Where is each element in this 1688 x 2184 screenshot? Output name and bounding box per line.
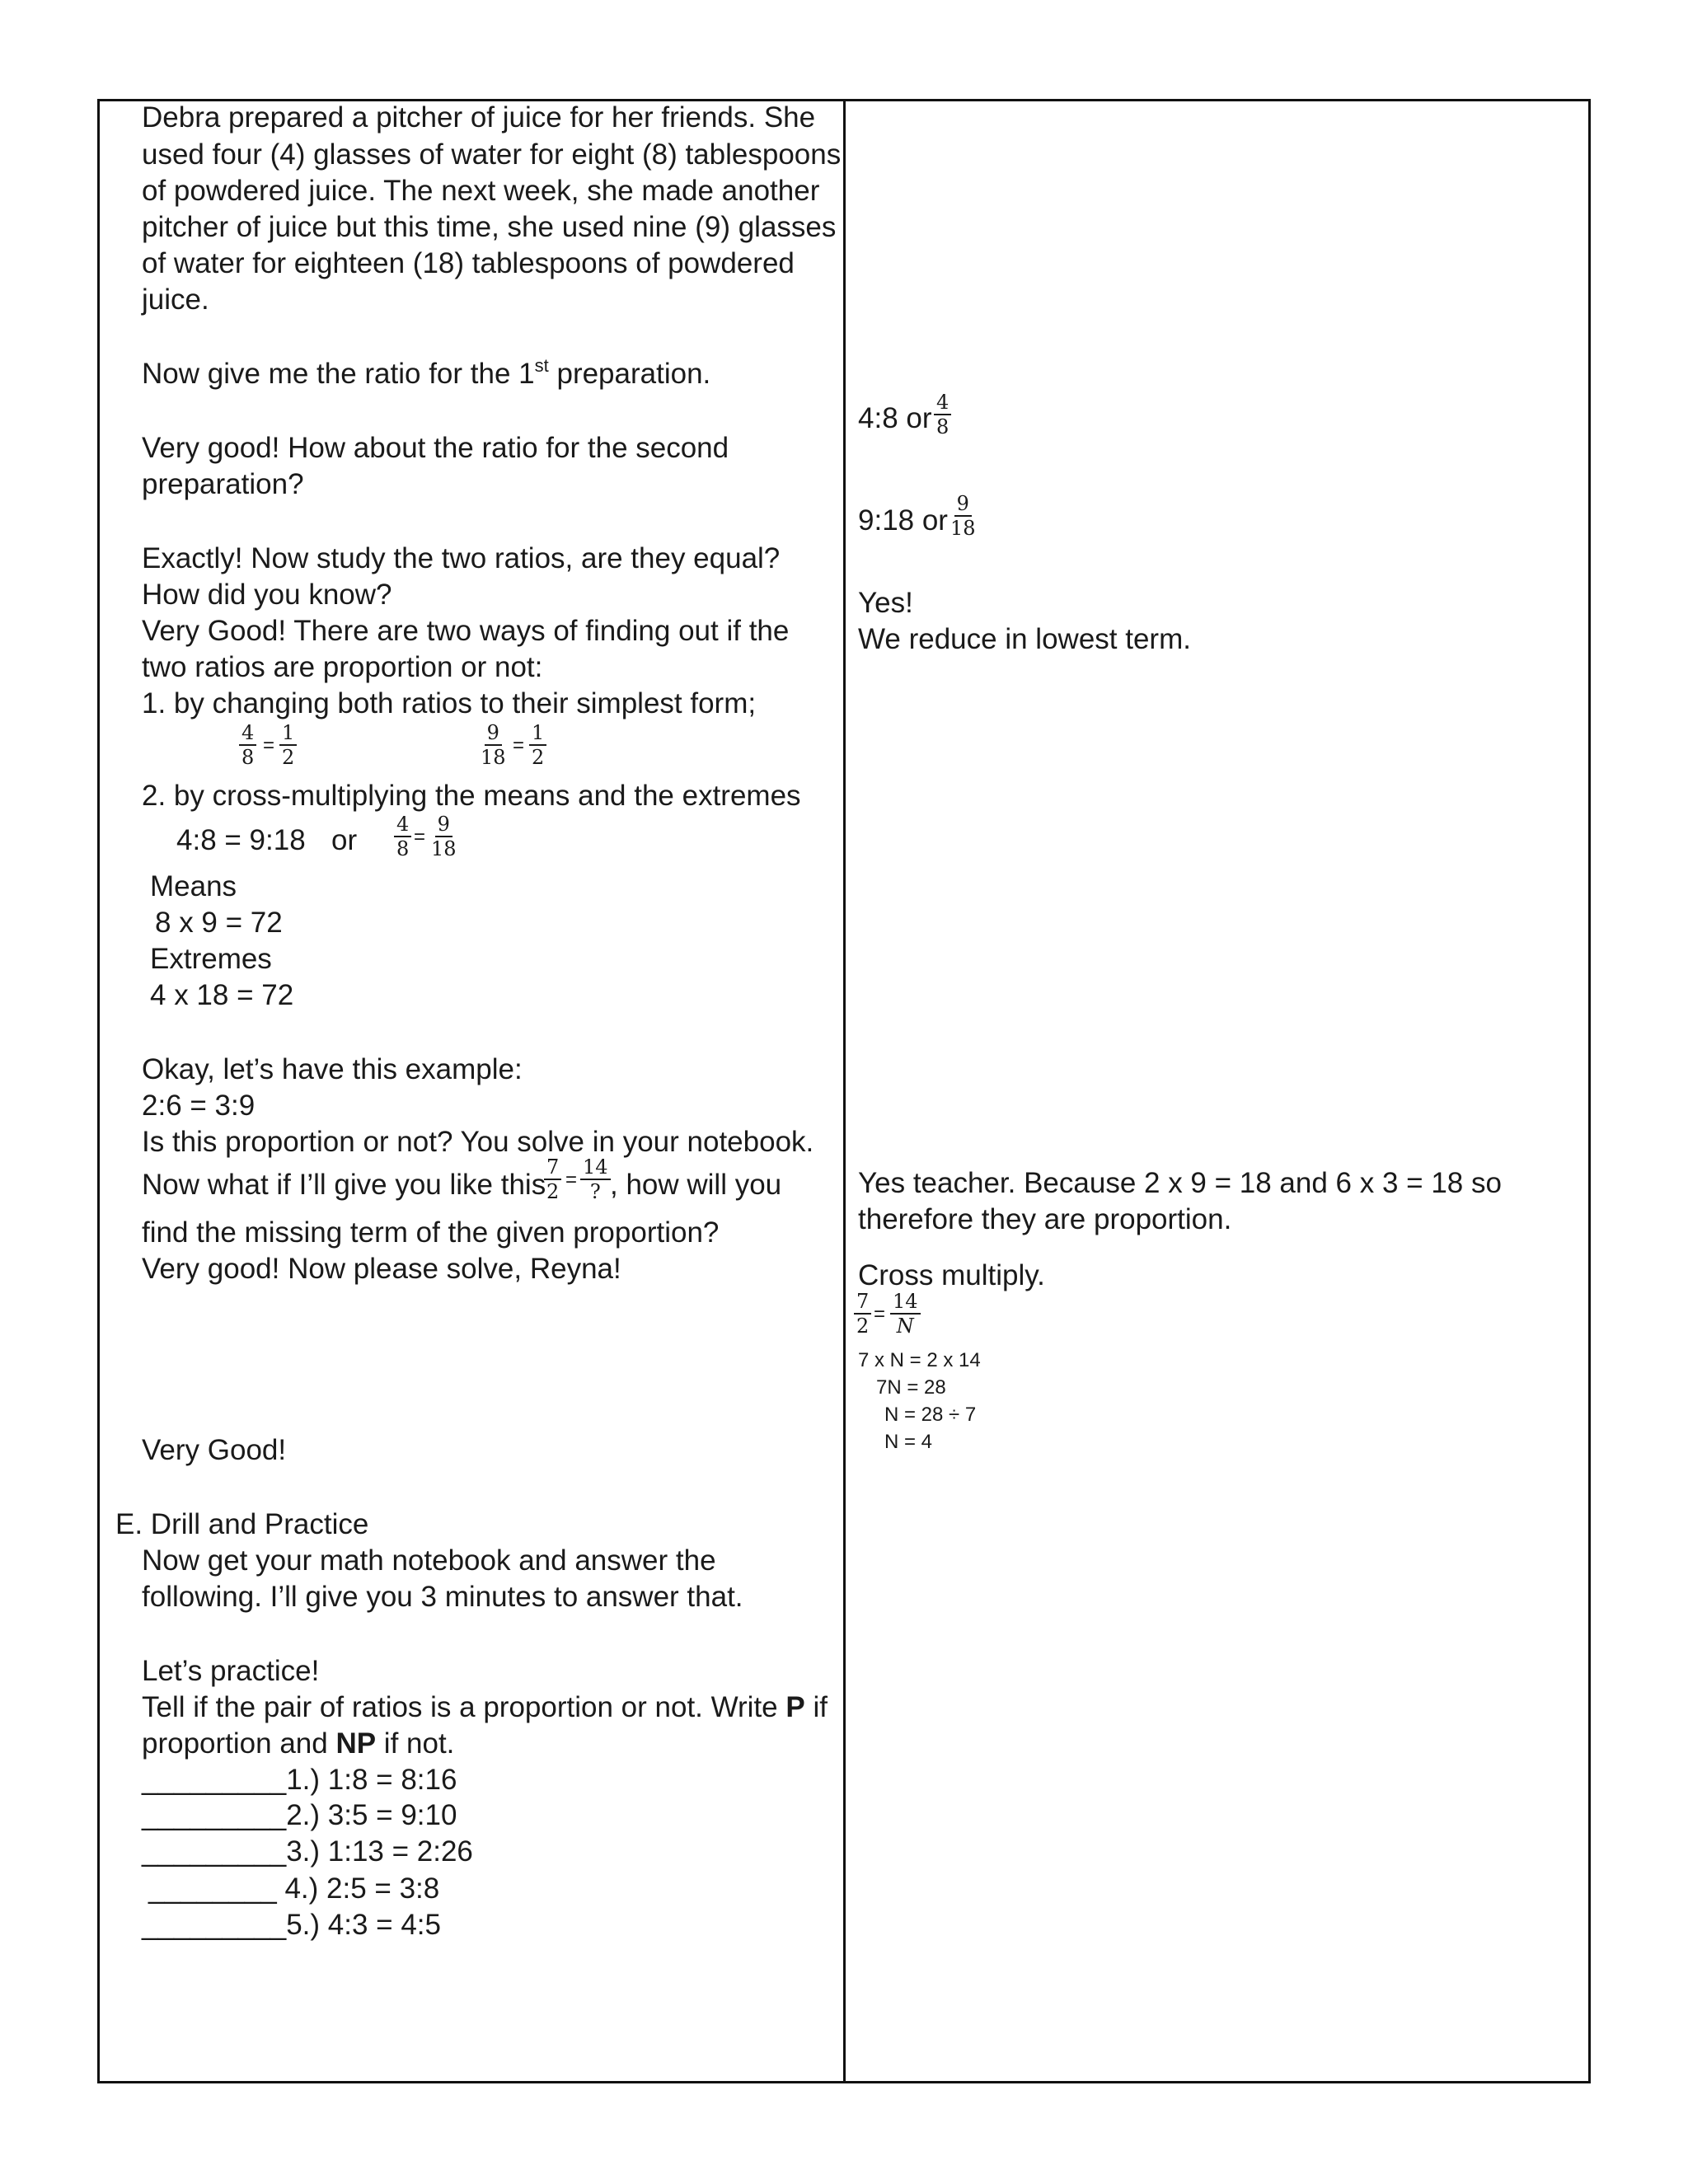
extremes-label: Extremes	[150, 943, 272, 975]
very-good: Very Good!	[142, 1434, 287, 1466]
two-ways-text: two ratios are proportion or not:	[142, 651, 543, 683]
story-line: juice.	[142, 284, 209, 316]
answer-proportion: therefore they are proportion.	[858, 1203, 1232, 1235]
way-two: 2. by cross-multiplying the means and the extremes	[142, 780, 801, 812]
study-question: Exactly! Now study the two ratios, are they equal?	[142, 542, 781, 574]
drill-intro: Now get your math notebook and answer the	[142, 1544, 716, 1577]
equals-sign: =	[565, 1169, 578, 1191]
example-intro: Okay, let’s have this example:	[142, 1053, 523, 1085]
or-text: or	[331, 824, 358, 856]
fraction-4-8: $\frac{4}{8}$	[934, 391, 951, 438]
second-ratio-question: preparation?	[142, 468, 304, 500]
fraction-1-2: $\frac{1}{2}$	[529, 721, 546, 769]
fraction-7-2: $\frac{7}{2}$	[854, 1290, 871, 1338]
story-line: of water for eighteen (18) tablespoons of powdered	[142, 247, 795, 279]
whatif-post: , how will you	[610, 1169, 782, 1201]
answer-blank: _________	[142, 1764, 287, 1796]
second-ratio-question: Very good! How about the ratio for the second	[142, 432, 729, 464]
example-equation: 2:6 = 3:9	[142, 1090, 256, 1122]
solution-step: N = 4	[884, 1431, 933, 1453]
fraction-9-18: $\frac{9}{18}$	[950, 492, 976, 540]
answer-reduce: We reduce in lowest term.	[858, 623, 1191, 655]
answer-blank: _________	[142, 1909, 287, 1941]
fraction-14-missing: 14 ?	[580, 1155, 611, 1203]
practice-item: _________3.) 1:13 = 2:26	[142, 1835, 473, 1868]
ask-first-ratio: Now give me the ratio for the 1st preparation.	[142, 355, 711, 390]
fraction-7-2: $\frac{7}{2}$	[544, 1155, 561, 1203]
lets-practice: Let’s practice!	[142, 1655, 320, 1687]
story-line: pitcher of juice but this time, she used nine (9) glasses	[142, 211, 837, 243]
practice-item: _________1.) 1:8 = 8:16	[142, 1764, 457, 1796]
answer-blank: _________	[142, 1799, 287, 1831]
two-ways-text: Very Good! There are two ways of finding out if the	[142, 615, 790, 647]
instructions-line-1: Tell if the pair of ratios is a proportion or not. Write P if	[142, 1691, 828, 1723]
solution-step: N = 28 ÷ 7	[884, 1404, 977, 1426]
means-calc: 8 x 9 = 72	[155, 907, 283, 939]
practice-item: _________2.) 3:5 = 9:10	[142, 1799, 457, 1831]
answer-proportion: Yes teacher. Because 2 x 9 = 18 and 6 x 3 = 18 so	[858, 1167, 1502, 1199]
story-line: used four (4) glasses of water for eight (8) tablespoons	[142, 138, 842, 171]
solution-step: 7 x N = 2 x 14	[858, 1349, 981, 1371]
whatif-line-2: find the missing term of the given proportion?	[142, 1216, 720, 1249]
answer-blank: ________	[148, 1872, 277, 1905]
fraction-4-8: $\frac{4}{8}$	[239, 721, 256, 769]
study-question: How did you know?	[142, 579, 392, 611]
story-line: of powdered juice. The next week, she made another	[142, 175, 820, 207]
example-question: Is this proportion or not? You solve in your notebook.	[142, 1126, 814, 1158]
way-one: 1. by changing both ratios to their simplest form;	[142, 687, 757, 719]
practice-item: ________ 4.) 2:5 = 3:8	[148, 1872, 440, 1905]
story-line: Debra prepared a pitcher of juice for her friends. She	[142, 101, 816, 134]
fraction-14-n: $\frac{14}{N}$	[890, 1290, 921, 1338]
solution-step: 7N = 28	[876, 1376, 946, 1399]
extremes-calc: 4 x 18 = 72	[150, 979, 294, 1011]
section-e-heading: E. Drill and Practice	[115, 1508, 369, 1540]
fraction-4-8: $\frac{4}{8}$	[394, 813, 411, 860]
practice-item: _________5.) 4:3 = 4:5	[142, 1909, 441, 1941]
fraction-9-18: $\frac{9}{18}$	[481, 721, 506, 769]
answer-cross-multiply: Cross multiply.	[858, 1259, 1045, 1291]
solve-prompt: Very good! Now please solve, Reyna!	[142, 1253, 621, 1285]
equals-sign: =	[513, 734, 525, 757]
means-label: Means	[150, 870, 237, 902]
instructions-line-2: proportion and NP if not.	[142, 1727, 455, 1760]
equals-sign: =	[263, 734, 275, 757]
cross-equation: 4:8 = 9:18	[176, 824, 306, 856]
column-divider	[843, 99, 846, 2083]
answer-blank: _________	[142, 1835, 287, 1868]
equals-sign: =	[874, 1303, 886, 1325]
drill-intro: following. I’ll give you 3 minutes to answer that.	[142, 1581, 743, 1613]
equals-sign: =	[414, 826, 426, 848]
answer-yes: Yes!	[858, 587, 913, 619]
fraction-1-2: $\frac{1}{2}$	[279, 721, 297, 769]
answer-first-ratio: 4:8 or	[858, 402, 932, 434]
fraction-9-18: $\frac{9}{18}$	[431, 813, 457, 860]
whatif-pre: Now what if I’ll give you like this	[142, 1169, 546, 1201]
answer-second-ratio: 9:18 or	[858, 504, 948, 537]
